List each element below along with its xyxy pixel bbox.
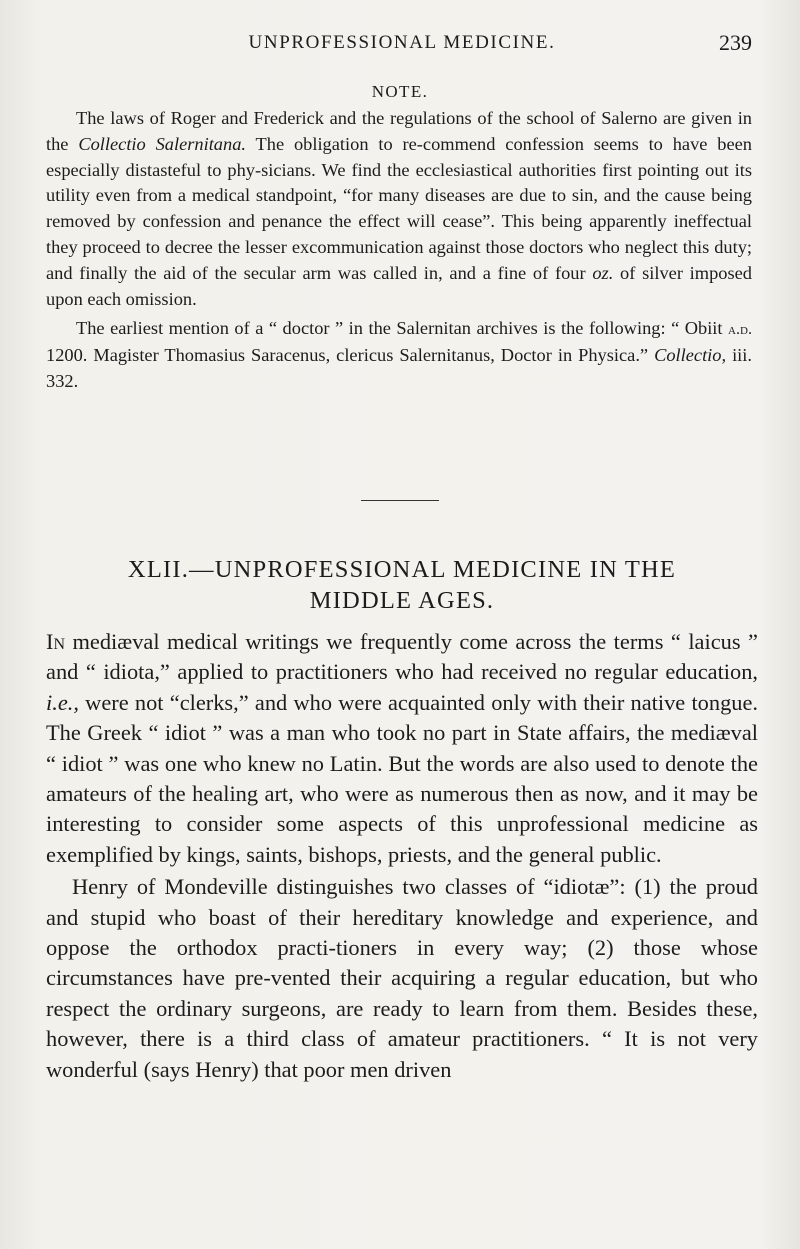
- note-italic-source: Collectio,: [654, 345, 727, 366]
- note-smallcaps-era: a.d.: [728, 320, 752, 339]
- body-italic-abbrev: i.e.,: [46, 689, 79, 715]
- page-number: 239: [719, 30, 752, 55]
- note-italic-unit: oz.: [592, 262, 614, 283]
- note-paragraph-2: [46, 316, 752, 394]
- section-divider-rule: [361, 500, 439, 501]
- chapter-heading-line-2: MIDDLE AGES.: [309, 587, 495, 614]
- note-text: The obligation to re-commend confession seems to have been especially distasteful to phy-sicians. We find the ecclesiastical authorities first pointing out its utility even from a medical standpoint, “for many diseases are due to sin, and the cause being removed by confession and penance the effect will cease”. This being apparently ineffectual they proceed to decree the lesser excommunication against those doctors who neglect this duty; and finally the aid of the secular arm was called in, and a fine of four: [46, 133, 752, 283]
- chapter-heading: [46, 554, 758, 616]
- note-body: [46, 106, 752, 395]
- note-text: 1200. Magister Thomasius Saracenus, clericus Salernitanus, Doctor in Physica.”: [46, 345, 655, 366]
- chapter-heading-line-1: XLII.—UNPROFESSIONAL MEDICINE IN THE: [127, 556, 677, 583]
- body-paragraph-2: Henry of Mondeville distinguishes two classes of “idiotæ”: (1) the proud and stupid who boast of their hereditary knowledge and experience, and oppose the orthodox practi-tioners in every way; (2) those whose circumstances have pre-vented their acquiring a regular education, but who respect the ordinary surgeons, are ready to learn from them. Besides these, however, there is a third class of amateur practitioners. “ It is not very wonderful (says Henry) that poor men driven: [46, 874, 758, 1082]
- note-paragraph-1: [46, 106, 752, 312]
- running-title: UNPROFESSIONAL MEDICINE.: [248, 32, 556, 53]
- body-text: were not “clerks,” and who were acquainted only with their native tongue. The Greek “ idiot ” was a man who took no part in State affairs, the mediæval “ idiot ” was one who knew no Latin. But the words are also used to denote the amateurs of the healing art, who were as numerous then as now, and it may be interesting to consider some aspects of this unprofessional medicine as exemplified by kings, saints, bishops, priests, and the general public.: [46, 689, 758, 867]
- note-text: iii. 332.: [46, 345, 752, 391]
- running-head: [46, 28, 758, 62]
- note-italic-title: Collectio Salernitana.: [78, 133, 246, 154]
- body-text: mediæval medical writings we frequently come across the terms “ laicus ” and “ idiota,” applied to practitioners who had received no regular education,: [46, 629, 758, 685]
- note-text: of silver imposed upon each omission.: [46, 262, 752, 309]
- chapter-body: [46, 627, 758, 1085]
- note-text: The laws of Roger and Frederick and the regulations of the school of Salerno are given in the: [46, 108, 752, 154]
- body-paragraph-1: [46, 627, 758, 870]
- opening-word: In: [46, 629, 66, 654]
- note-heading: NOTE.: [371, 82, 429, 101]
- note-text: The earliest mention of a “ doctor ” in the Salernitan archives is the following: “ Obiit: [76, 318, 729, 339]
